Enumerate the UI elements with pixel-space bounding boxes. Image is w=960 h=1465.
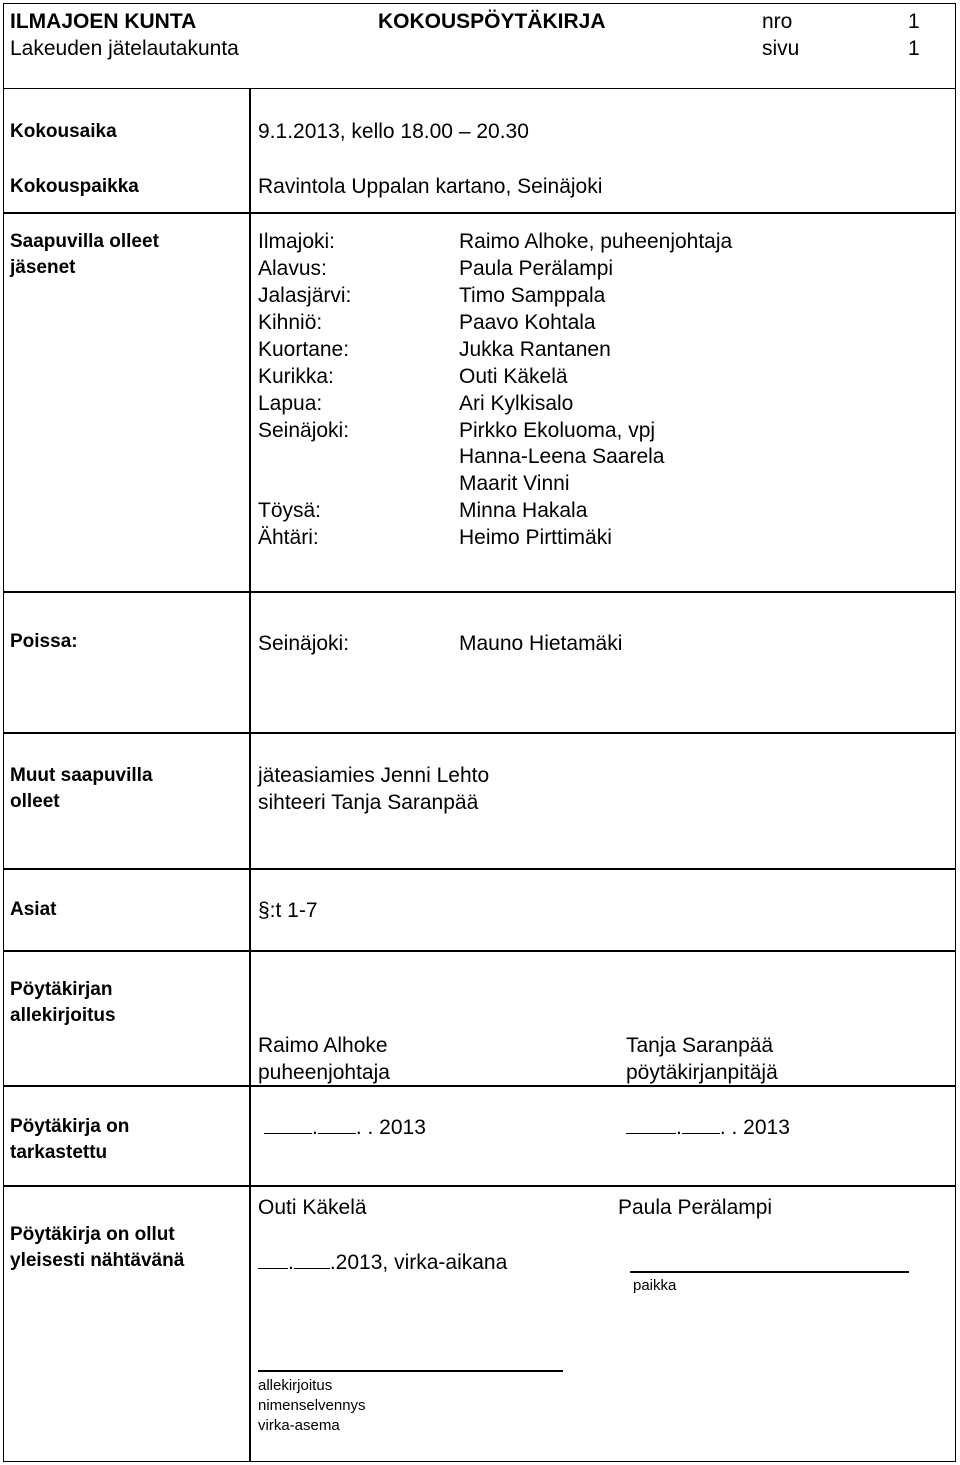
row-divider [3, 212, 956, 214]
members-label: Saapuvilla olleet [10, 231, 159, 252]
public-label-cont: yleisesti nähtävänä [10, 1250, 185, 1271]
absent-name: Mauno Hietamäki [459, 632, 623, 655]
document-type-title: KOKOUSPÖYTÄKIRJA [378, 10, 606, 33]
checked-label: Pöytäkirja on [10, 1116, 130, 1137]
check-date-2-text: . . 2013 [719, 1116, 790, 1139]
signer2-name: Tanja Saranpää [626, 1034, 774, 1057]
public-date: . .2013, virka-aikana [258, 1249, 507, 1276]
sivu-value: 1 [908, 37, 920, 60]
items-value: §:t 1-7 [258, 899, 318, 922]
row-divider [3, 1085, 956, 1087]
member-name: Maarit Vinni [459, 472, 570, 495]
committee-name: Lakeuden jätelautakunta [10, 37, 239, 60]
member-municipality: Seinäjoki: [258, 419, 350, 442]
row-divider [3, 732, 956, 734]
member-name: Raimo Alhoke, puheenjohtaja [459, 230, 733, 253]
place-line[interactable] [630, 1271, 909, 1273]
member-municipality: Kurikka: [258, 365, 334, 388]
public-date-text: .2013, virka-aikana [329, 1251, 508, 1274]
meeting-place-label: Kokouspaikka [10, 176, 139, 197]
date-blank[interactable] [264, 1133, 312, 1134]
date-blank[interactable] [626, 1133, 676, 1134]
meeting-time-label: Kokousaika [10, 121, 117, 142]
nro-label: nro [762, 10, 793, 33]
signer1-name: Raimo Alhoke [258, 1034, 388, 1057]
member-municipality: Ilmajoki: [258, 230, 336, 253]
meeting-time-value: 9.1.2013, kello 18.00 – 20.30 [258, 120, 529, 143]
member-name: Paula Perälampi [459, 257, 614, 280]
member-name: Paavo Kohtala [459, 311, 596, 334]
member-municipality: Ähtäri: [258, 526, 319, 549]
member-municipality: Lapua: [258, 392, 323, 415]
others-label: Muut saapuvilla [10, 765, 153, 786]
row-divider [3, 1185, 956, 1187]
member-municipality: Alavus: [258, 257, 327, 280]
member-municipality: Kihniö: [258, 311, 323, 334]
absent-label: Poissa: [10, 631, 78, 652]
place-caption: paikka [633, 1277, 677, 1294]
member-municipality: Jalasjärvi: [258, 284, 352, 307]
checked-label-cont: tarkastettu [10, 1142, 108, 1163]
check-date-1: . . . 2013 [264, 1114, 426, 1141]
member-name: Timo Samppala [459, 284, 606, 307]
members-label-cont: jäsenet [10, 257, 76, 278]
absent-municipality: Seinäjoki: [258, 632, 350, 655]
check-date-1-text: . . 2013 [355, 1116, 426, 1139]
member-name: Outi Käkelä [459, 365, 568, 388]
name-clarification-caption: nimenselvennys [258, 1397, 366, 1414]
row-divider [3, 950, 956, 952]
member-name: Ari Kylkisalo [459, 392, 574, 415]
others-label-cont: olleet [10, 791, 60, 812]
member-name: Pirkko Ekoluoma, vpj [459, 419, 656, 442]
member-municipality: Kuortane: [258, 338, 350, 361]
signer1-role: puheenjohtaja [258, 1061, 390, 1084]
nro-value: 1 [908, 10, 920, 33]
date-blank[interactable] [258, 1268, 288, 1269]
items-label: Asiat [10, 899, 57, 920]
member-municipality: Töysä: [258, 499, 322, 522]
municipality-title: ILMAJOEN KUNTA [10, 10, 197, 33]
signature-caption: allekirjoitus [258, 1377, 333, 1394]
meeting-place-value: Ravintola Uppalan kartano, Seinäjoki [258, 175, 603, 198]
sivu-label: sivu [762, 37, 800, 60]
signature-line[interactable] [258, 1370, 563, 1372]
public-label: Pöytäkirja on ollut [10, 1224, 175, 1245]
date-blank[interactable] [318, 1133, 356, 1134]
column-divider [249, 88, 251, 1462]
row-divider [3, 868, 956, 870]
checker2-name: Paula Perälampi [618, 1196, 773, 1219]
checker1-name: Outi Käkelä [258, 1196, 367, 1219]
date-blank[interactable] [294, 1268, 330, 1269]
signing-label-cont: allekirjoitus [10, 1005, 116, 1026]
row-divider [3, 591, 956, 593]
others-line: jäteasiamies Jenni Lehto [258, 764, 490, 787]
date-blank[interactable] [682, 1133, 720, 1134]
check-date-2: . . . 2013 [626, 1114, 790, 1141]
member-name: Minna Hakala [459, 499, 588, 522]
signing-label: Pöytäkirjan [10, 979, 113, 1000]
signer2-role: pöytäkirjanpitäjä [626, 1061, 778, 1084]
position-caption: virka-asema [258, 1417, 340, 1434]
others-line: sihteeri Tanja Saranpää [258, 791, 479, 814]
member-name: Heimo Pirttimäki [459, 526, 612, 549]
member-name: Jukka Rantanen [459, 338, 611, 361]
member-name: Hanna-Leena Saarela [459, 445, 665, 468]
